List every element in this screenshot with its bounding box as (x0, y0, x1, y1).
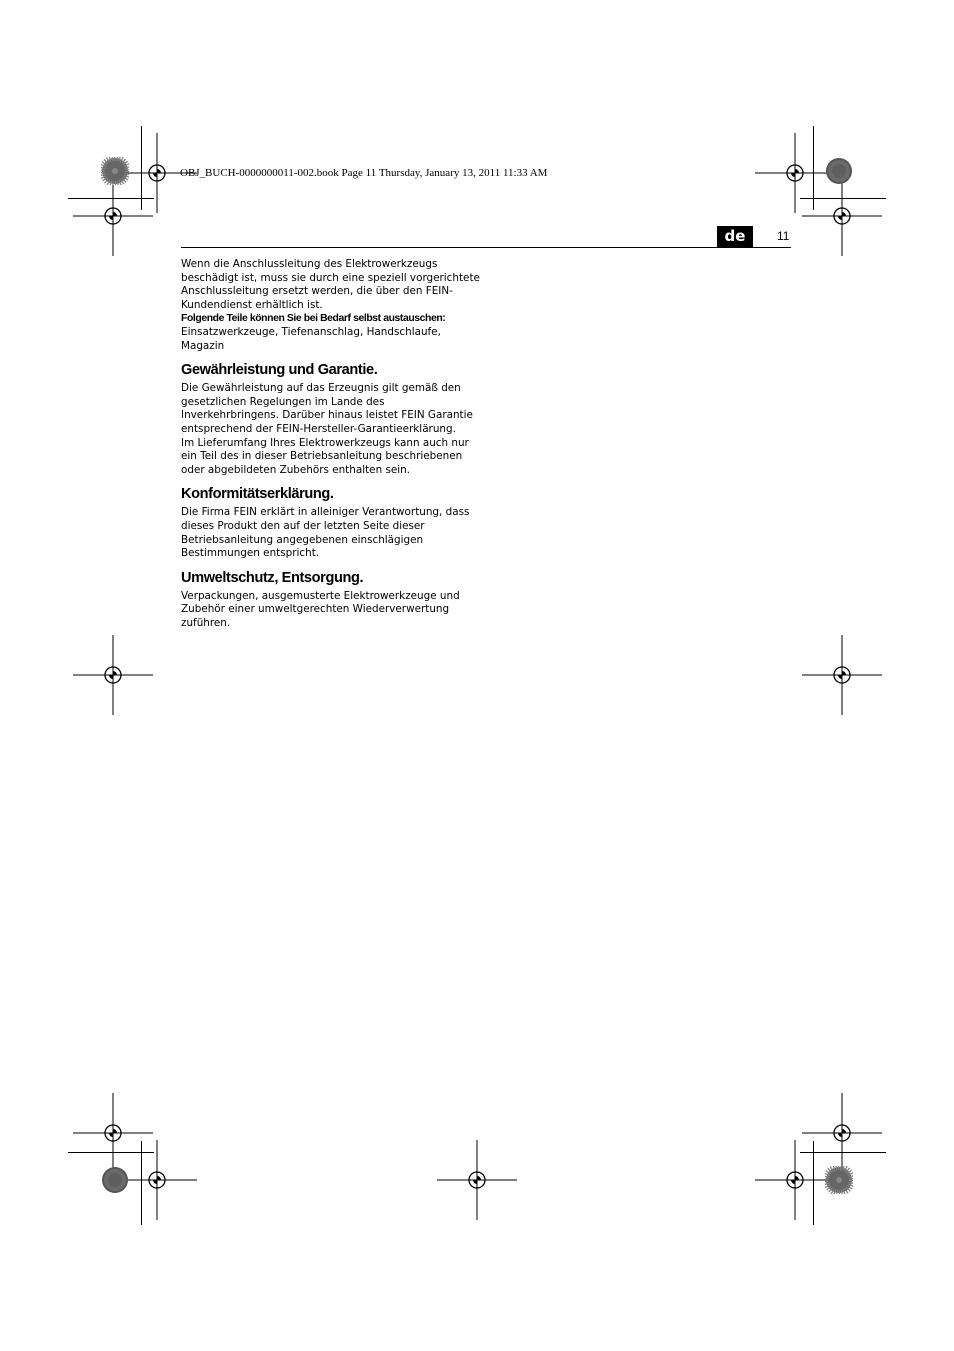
section-paragraph: Verpackungen, ausgemusterte Elektrowerkzeuge und Zubehör einer umweltgerechten Wiederverwertung zuführen. (181, 589, 460, 629)
page-number: 11 (777, 229, 790, 243)
crosshair-registration-icon (802, 635, 882, 715)
intro-paragraph: Wenn die Anschlussleitung des Elektrowerkzeugs beschädigt ist, muss sie durch eine speziell vorgerichtete Anschlussleitung ersetzt werden, die über den FEIN-Kundendienst erhältlich ist. (181, 258, 480, 311)
crosshair-registration-icon (73, 635, 153, 715)
crosshair-registration-icon (437, 1140, 517, 1220)
section-title-environment: Umweltschutz, Entsorgung. (181, 569, 364, 586)
print-color-wheel-icon (825, 157, 853, 185)
section-paragraph: Im Lieferumfang Ihres Elektrowerkzeugs kann auch nur ein Teil des in dieser Betriebsanleitung beschriebenen oder abgebildeten Zubehörs enthalten sein. (181, 436, 469, 476)
crosshair-registration-icon (802, 176, 882, 256)
main-text-column (181, 258, 481, 630)
section-paragraph: Die Gewährleistung auf das Erzeugnis gilt gemäß den gesetzlichen Regelungen im Lande des Inverkehrbringens. Darüber hinaus leistet FEIN Garantie entsprechend der FEIN-Hersteller-Garantieerklärung. (181, 382, 473, 435)
section-title-conformity: Konformitätserklärung. (181, 486, 334, 503)
crosshair-registration-icon (755, 1140, 835, 1220)
print-color-wheel-icon (101, 1166, 129, 1194)
parts-heading: Folgende Teile können Sie bei Bedarf selbst austauschen: (181, 313, 446, 325)
section-title-warranty: Gewährleistung und Garantie. (181, 362, 378, 379)
language-badge: de (717, 226, 753, 247)
print-color-wheel-icon (825, 1166, 853, 1194)
parts-list: Einsatzwerkzeuge, Tiefenanschlag, Handschlaufe, Magazin (181, 325, 441, 352)
crosshair-registration-icon (117, 1140, 197, 1220)
print-color-wheel-icon (101, 157, 129, 185)
header-rule (181, 247, 791, 248)
print-job-info: OBJ_BUCH-0000000011-002.book Page 11 Thursday, January 13, 2011 11:33 AM (180, 167, 548, 179)
crosshair-registration-icon (73, 176, 153, 256)
section-paragraph: Die Firma FEIN erklärt in alleiniger Verantwortung, dass dieses Produkt den auf der letzten Seite dieser Betriebsanleitung angegebenen einschlägigen Bestimmungen entspricht. (181, 506, 470, 560)
